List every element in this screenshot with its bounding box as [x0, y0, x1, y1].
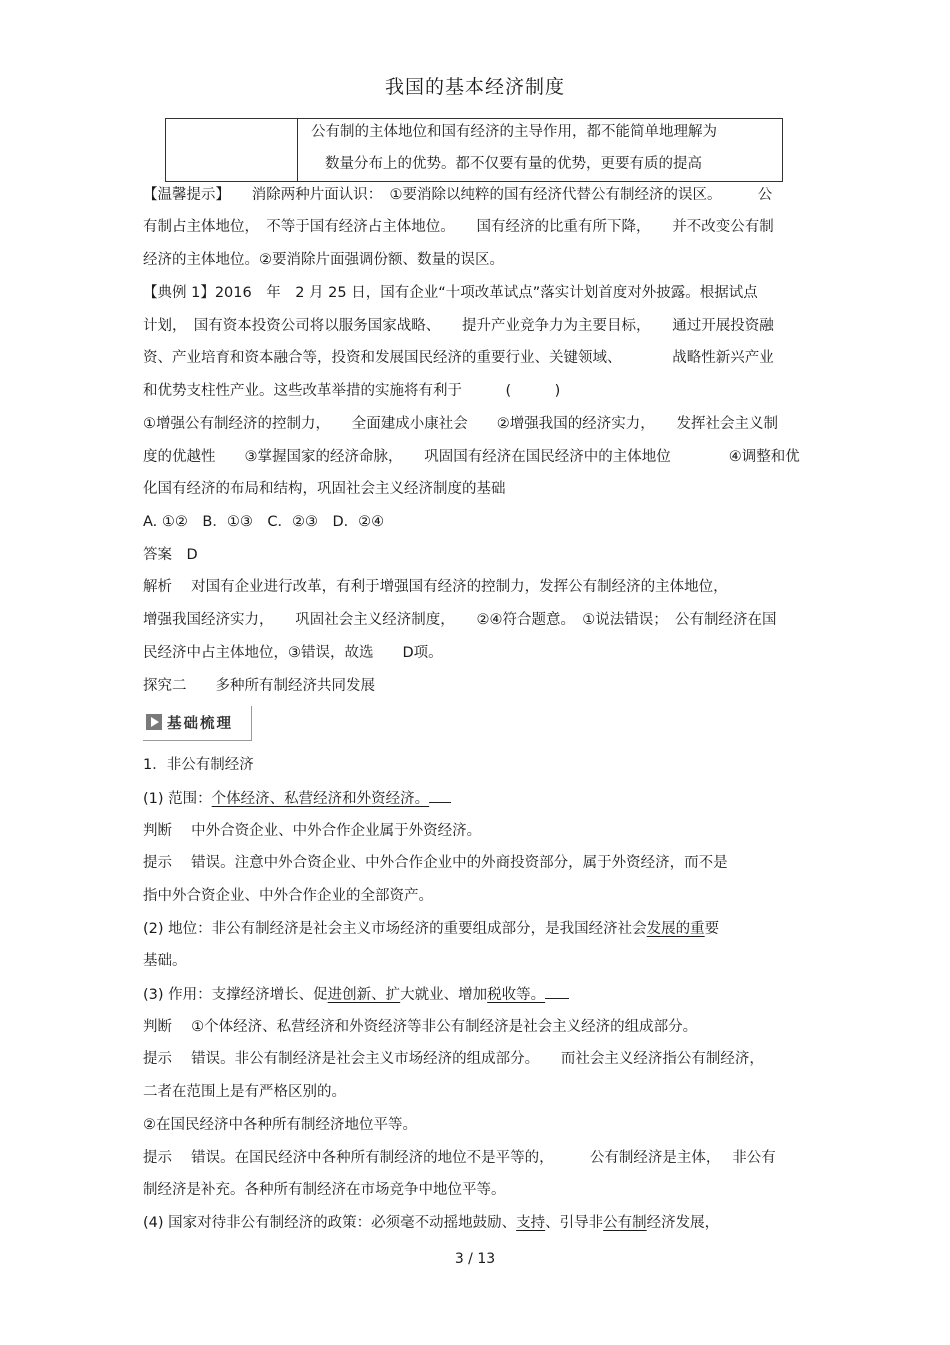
tip-line-3: 经济的主体地位。②要消除片面强调份额、数量的误区。: [143, 252, 504, 268]
section-2-title: 探究二 多种所有制经济共同发展: [143, 678, 375, 694]
judge-2: 判断 ①个体经济、私营经济和外资经济等非公有制经济是社会主义经济的组成部分。: [143, 1019, 698, 1035]
example-line-1: 【典例 1】2016 年 2 月 25 日，国有企业“十项改革试点”落实计划首度对外披露。根据试点: [143, 285, 758, 301]
role-underlined-2: 税收等。: [487, 987, 546, 1003]
hint-3-line-1: 提示 错误。在国民经济中各种所有制经济的地位不是平等的， 公有制经济是主体， 非公有: [143, 1150, 776, 1166]
hint-1-line-1: 提示 错误。注意中外合资企业、中外合作企业中的外商投资部分，属于外资经济，而不是: [143, 855, 728, 871]
scope-answer: 个体经济、私营经济和外资经济。: [211, 791, 430, 807]
scope-line: [143, 788, 451, 809]
analysis-line-2: 增强我国经济实力， 巩固社会主义经济制度， ②④符合题意。 ①说法错误； 公有制经济在国: [143, 612, 777, 628]
position-underlined: 发展的重: [646, 921, 705, 937]
hint-2-line-1: 提示 错误。非公有制经济是社会主义市场经济的组成部分。 而社会主义经济指公有制经济，: [143, 1051, 764, 1067]
example-option-line-1: ①增强公有制经济的控制力， 全面建成小康社会 ②增强我国的经济实力， 发挥社会主义制: [143, 416, 778, 432]
nonpublic-heading: 1．非公有制经济: [143, 757, 254, 773]
tip-line-1: 【温馨提示】 消除两种片面认识： ①要消除以纯粹的国有经济代替公有制经济的误区。 公: [143, 187, 773, 203]
tip-line-2: 有制占主体地位， 不等于国有经济占主体地位。 国有经济的比重有所下降， 并不改变公有制: [143, 219, 774, 235]
policy-underlined-1: 支持: [516, 1215, 546, 1231]
hint-3-line-2: 制经济是补充。各种所有制经济在市场竞争中地位平等。: [143, 1182, 506, 1198]
example-line-2: 计划， 国有资本投资公司将以服务国家战略、 提升产业竞争力为主要目标， 通过开展投资融: [143, 318, 774, 334]
policy-prefix: (4) 国家对待非公有制经济的政策：必须毫不动摇地鼓励、: [143, 1215, 517, 1231]
page-title: 我国的基本经济制度: [384, 76, 565, 98]
position-suffix: 要: [704, 921, 720, 937]
banner-label: 基础梳理: [167, 716, 233, 732]
summary-table: [165, 118, 783, 182]
position-line-2: 基础。: [143, 953, 187, 969]
role-underlined-1: 进创新、扩: [327, 987, 401, 1003]
play-triangle-icon: [146, 714, 162, 730]
hint-2-line-2: 二者在范围上是有严格区别的。: [143, 1084, 346, 1100]
scope-prefix: (1) 范围：: [143, 791, 212, 807]
judge-1: 判断 中外合资企业、中外合作企业属于外资经济。: [143, 823, 482, 839]
blank-line: [429, 788, 451, 803]
policy-suffix: 经济发展，: [646, 1215, 720, 1231]
example-option-line-3: 化国有经济的布局和结构，巩固社会主义经济制度的基础: [143, 481, 506, 497]
role-prefix: (3) 作用：支撑经济增长、促: [143, 987, 328, 1003]
section-banner: [143, 706, 252, 741]
analysis-line-1: 解析 对国有企业进行改革，有利于增强国有经济的控制力，发挥公有制经济的主体地位，: [143, 579, 728, 595]
policy-middle: 、引导非: [545, 1215, 604, 1231]
page-number: 3 / 13: [454, 1251, 496, 1267]
role-middle: 大就业、增加: [400, 987, 488, 1003]
example-choices: A. ①② B．①③ C．②③ D．②④: [143, 514, 385, 530]
blank-line: [545, 984, 569, 999]
policy-underlined-2: 公有制: [603, 1215, 647, 1231]
example-option-line-2: 度的优越性 ③掌握国家的经济命脉， 巩固国有经济在国民经济中的主体地位 ④调整和优: [143, 449, 800, 465]
position-line: [143, 919, 719, 939]
table-text-line-2: 数量分布上的优势。都不仅要有量的优势，更要有质的提高: [325, 156, 702, 172]
analysis-line-3: 民经济中占主体地位，③错误，故选 D项。: [143, 645, 443, 661]
example-answer: 答案 D: [143, 547, 198, 563]
example-line-3: 资、产业培育和资本融合等，投资和发展国民经济的重要行业、关键领域、 战略性新兴产业: [143, 350, 774, 366]
judge-3: ②在国民经济中各种所有制经济地位平等。: [143, 1117, 417, 1133]
table-text-line-1: 公有制的主体地位和国有经济的主导作用，都不能简单地理解为: [311, 124, 717, 140]
example-line-4: 和优势支柱性产业。这些改革举措的实施将有利于 ( ): [143, 383, 561, 399]
table-divider: [297, 119, 298, 181]
role-line: [143, 984, 569, 1005]
hint-1-line-2: 指中外合资企业、中外合作企业的全部资产。: [143, 888, 433, 904]
position-prefix: (2) 地位：非公有制经济是社会主义市场经济的重要组成部分，是我国经济社会: [143, 921, 647, 937]
policy-line: [143, 1213, 719, 1233]
